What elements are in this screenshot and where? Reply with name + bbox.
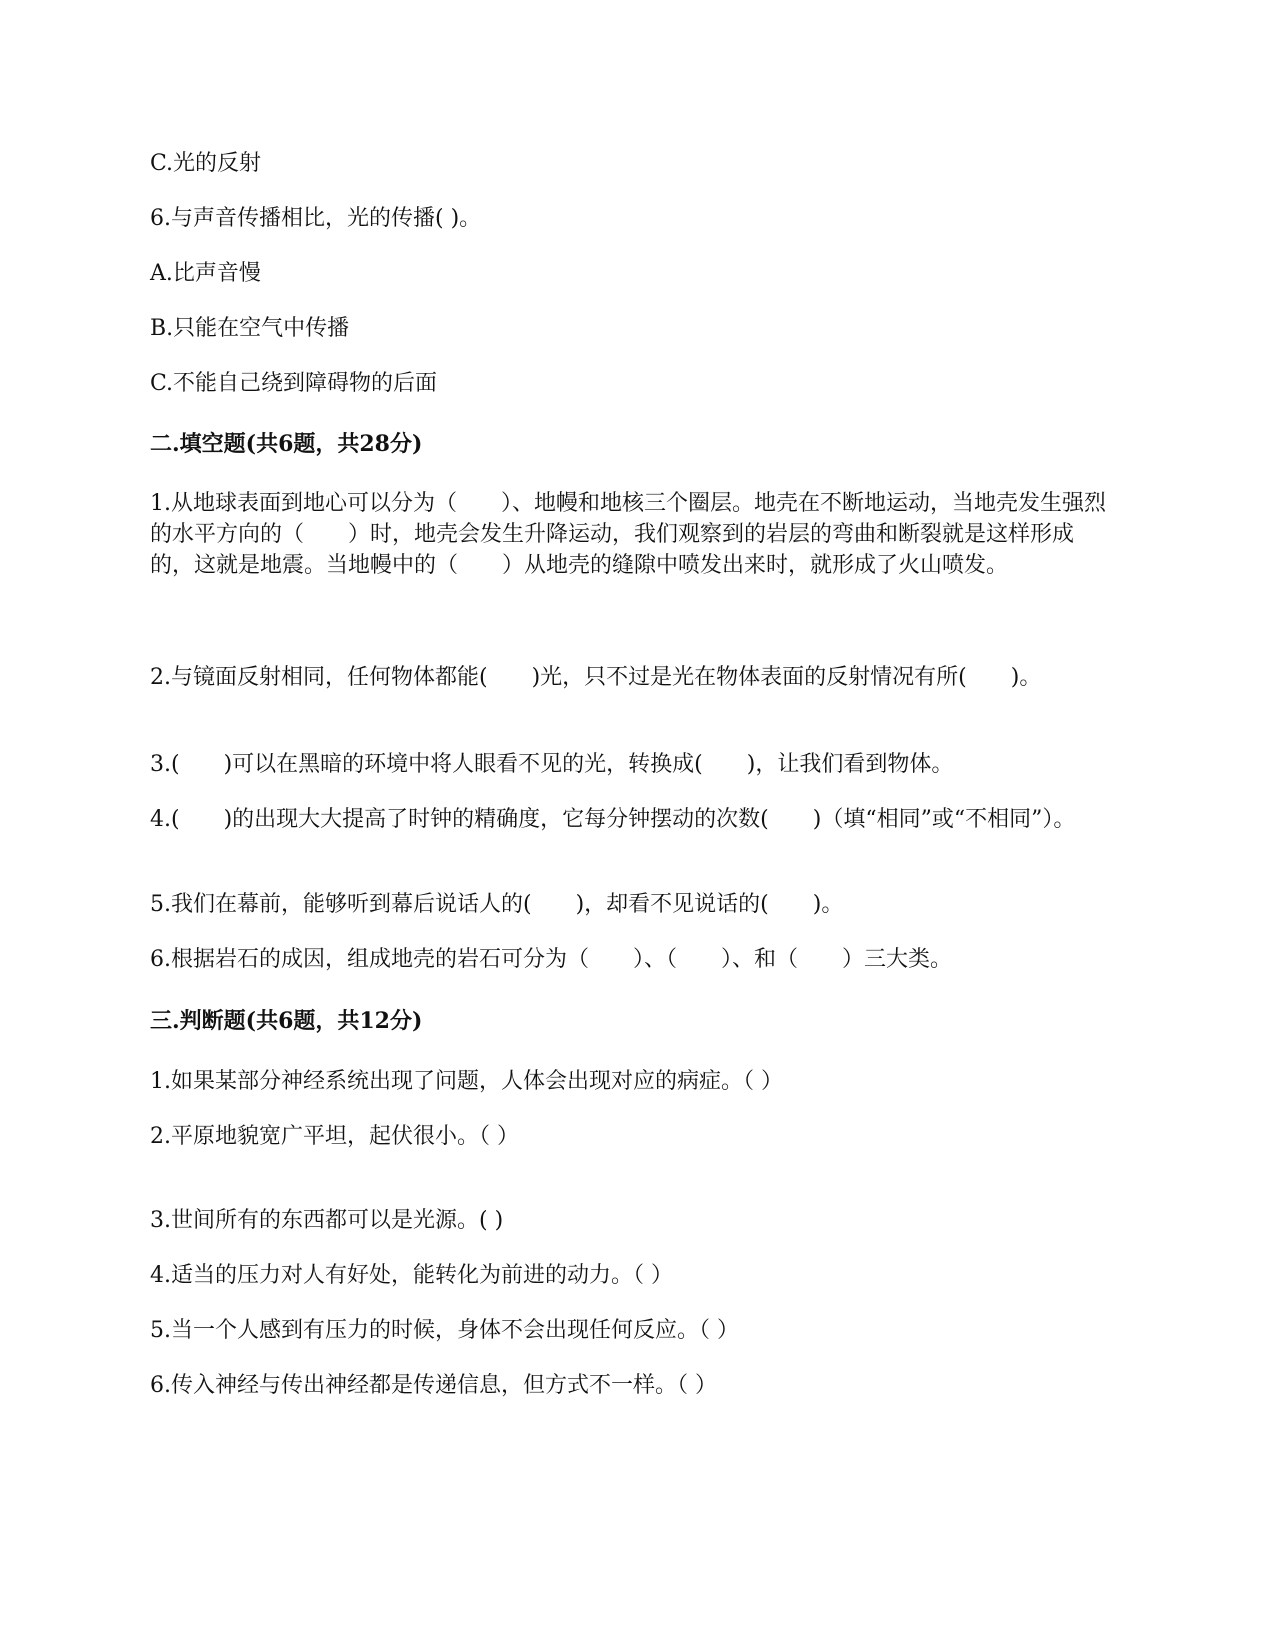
fill-question-5: 5.我们在幕前，能够听到幕后说话人的( )，却看不见说话的( )。 bbox=[150, 892, 844, 917]
q6-option-b: B.只能在空气中传播 bbox=[150, 316, 350, 341]
judge-question-6: 6.传入神经与传出神经都是传递信息，但方式不一样。（ ） bbox=[150, 1373, 717, 1398]
section3-heading: 三.判断题(共6题，共12分) bbox=[150, 1008, 423, 1034]
q5-option-c: C.光的反射 bbox=[150, 151, 262, 176]
judge-question-3: 3.世间所有的东西都可以是光源。( ) bbox=[150, 1208, 504, 1233]
judge-question-5: 5.当一个人感到有压力的时候，身体不会出现任何反应。（ ） bbox=[150, 1318, 739, 1343]
q6-option-a: A.比声音慢 bbox=[150, 261, 261, 286]
judge-question-2: 2.平原地貌宽广平坦，起伏很小。（ ） bbox=[150, 1124, 519, 1149]
fill-question-3: 3.( )可以在黑暗的环境中将人眼看不见的光，转换成( )，让我们看到物体。 bbox=[150, 752, 954, 777]
fill-question-4: 4.( )的出现大大提高了时钟的精确度，它每分钟摆动的次数( )（填“相同”或“不相同”）。 bbox=[150, 807, 1076, 832]
section2-heading: 二.填空题(共6题，共28分) bbox=[150, 431, 423, 457]
judge-question-4: 4.适当的压力对人有好处，能转化为前进的动力。（ ） bbox=[150, 1263, 673, 1288]
q6-stem: 6.与声音传播相比，光的传播( )。 bbox=[150, 206, 482, 231]
fill-question-1: 1.从地球表面到地心可以分为（ ）、地幔和地核三个圈层。地壳在不断地运动，当地壳发生强烈的水平方向的（ ）时，地壳会发生升降运动，我们观察到的岩层的弯曲和断裂就是这样形成的，这就是地震。当地幔中的（ ）从地壳的缝隙中喷发出来时，就形成了火山喷发。 bbox=[150, 491, 1106, 578]
fill-question-6: 6.根据岩石的成因，组成地壳的岩石可分为（ ）、（ ）、和（ ）三大类。 bbox=[150, 947, 952, 972]
q6-option-c: C.不能自己绕到障碍物的后面 bbox=[150, 371, 438, 396]
judge-question-1: 1.如果某部分神经系统出现了问题，人体会出现对应的病症。（ ） bbox=[150, 1069, 783, 1094]
fill-question-2: 2.与镜面反射相同，任何物体都能( )光，只不过是光在物体表面的反射情况有所( )。 bbox=[150, 665, 1042, 690]
